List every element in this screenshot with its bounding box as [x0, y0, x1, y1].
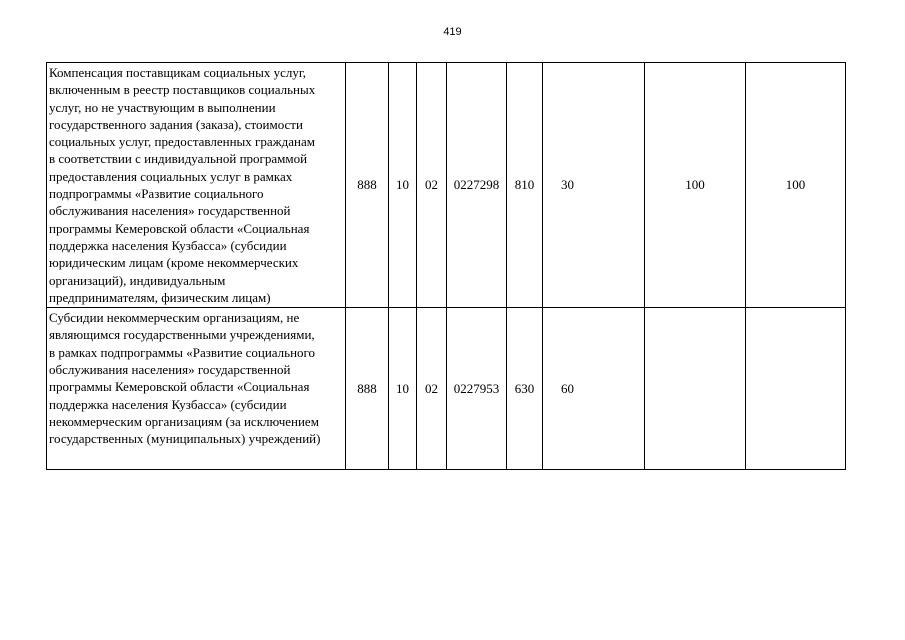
amount-2 — [645, 308, 746, 470]
description-cell — [47, 63, 346, 308]
expense-type-code: 810 — [507, 63, 543, 308]
description-line: услуг, но не участвующим в выполнении — [49, 99, 276, 115]
description-line: юридическим лицам (кроме некоммерческих — [49, 255, 299, 271]
table-row — [47, 308, 846, 470]
description-line: некоммерческим организациям (за исключением — [49, 413, 319, 429]
amount-1: 60 — [543, 308, 645, 470]
description-line: обслуживания населения» государственной — [49, 203, 291, 219]
amount-3 — [746, 308, 846, 470]
description-cell — [47, 308, 346, 470]
description-line: Компенсация поставщикам социальных услуг, — [49, 65, 306, 80]
page-number: 419 — [443, 26, 462, 38]
ministry-code: 888 — [346, 63, 389, 308]
section-code: 10 — [389, 63, 417, 308]
target-code: 0227298 — [447, 63, 507, 308]
description-line: подпрограммы «Развитие социального — [49, 186, 264, 202]
target-code: 0227953 — [447, 308, 507, 470]
table-row — [47, 63, 846, 308]
budget-table — [46, 62, 846, 470]
description-line: организаций), индивидуальным — [49, 272, 226, 288]
description-line: в соответствии с индивидуальной программой — [49, 151, 308, 167]
subsection-code: 02 — [417, 308, 447, 470]
description-line: программы Кемеровской области «Социальная — [49, 379, 310, 395]
description-line: включенным в реестр поставщиков социальных — [49, 82, 316, 98]
amount-3: 100 — [746, 63, 846, 308]
description-line: государственных (муниципальных) учреждений) — [49, 431, 321, 447]
section-code: 10 — [389, 308, 417, 470]
description-line: предпринимателям, физическим лицам) — [49, 289, 271, 305]
description-line: предоставления социальных услуг в рамках — [49, 168, 293, 184]
amount-2: 100 — [645, 63, 746, 308]
subsection-code: 02 — [417, 63, 447, 308]
expense-type-code: 630 — [507, 308, 543, 470]
description-line: являющимся государственными учреждениями, — [49, 327, 315, 343]
description-line: программы Кемеровской области «Социальная — [49, 220, 310, 236]
description-line: поддержка населения Кузбасса» (субсидии — [49, 396, 287, 412]
ministry-code: 888 — [346, 308, 389, 470]
description-line: Субсидии некоммерческим организациям, не — [49, 310, 300, 326]
description-line: поддержка населения Кузбасса» (субсидии — [49, 237, 287, 253]
description-line: государственного задания (заказа), стоимости — [49, 116, 303, 132]
description-line: в рамках подпрограммы «Развитие социального — [49, 344, 316, 360]
amount-1: 30 — [543, 63, 645, 308]
description-line: социальных услуг, предоставленных гражданам — [49, 134, 315, 150]
description-line: обслуживания населения» государственной — [49, 362, 291, 378]
